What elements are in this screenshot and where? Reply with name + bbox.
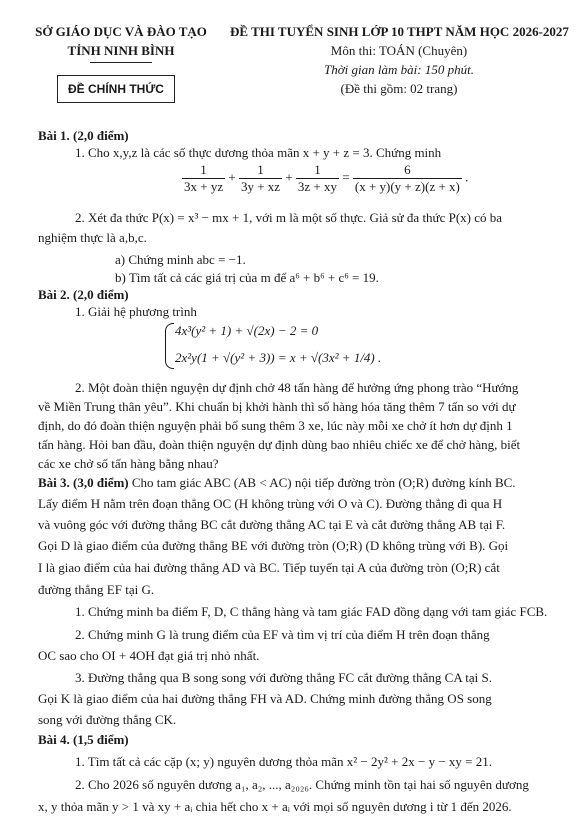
bai3-line: I là giao điểm của hai đường thẳng AD và BC. Tiếp tuyến tại A của đường tròn (O;R) cắt [38,560,500,575]
bai3-line: Gọi D là giao điểm của đường thẳng BE với đường tròn (O;R) (D không trùng với B). Gọi [38,538,509,553]
bai1-q2-line2: nghiệm thực là a,b,c. [38,230,147,245]
bai2-q2-line: 2. Một đoàn thiện nguyện dự định chở 48 tấn hàng để hưởng ứng phong trào “Hướng [75,380,519,395]
bai1-q1-formula: $\frac{1}{3x + yz}$ + $\frac{1}{3y + xz}$ + $\frac{1}{3z + xy}$ = $\frac{6}{(x + y)(y + z)(z + x)}$ . [184,162,469,194]
bai2-title: Bài 2. (2,0 điểm) [38,287,129,302]
header-divider [90,62,152,63]
department-name: SỞ GIÁO DỤC VÀ ĐÀO TẠO [35,24,207,39]
system-brace [165,323,174,369]
bai1-q2a: a) Chứng minh abc = −1. [115,252,246,267]
pages-line: (Đề thi gồm: 02 trang) [340,81,458,96]
bai4-title: Bài 4. (1,5 điểm) [38,732,129,747]
bai3-q2-line: OC sao cho OI + 4OH đạt giá trị nhỏ nhất. [38,648,260,663]
bai2-q1-text: 1. Giải hệ phương trình [75,304,197,319]
province-name: TỈNH NINH BÌNH [67,43,175,58]
fraction-3: $\frac{1}{3z + xy}$ [297,162,338,194]
bai4-q2-line: x, y thỏa mãn y > 1 và xy + aᵢ chia hết cho x + aᵢ với mọi số nguyên dương i từ 1 đến 2026. [38,799,512,814]
bai2-eq1: 4x³(y² + 1) + √(2x) − 2 = 0 [175,323,319,338]
bai2-eq2: 2x²y(1 + √(y² + 3)) = x + √(3x² + 1/4) . [175,350,382,365]
bai3-line: và vuông góc với đường thẳng BC cắt đường thẳng AC tại E và cắt đường thẳng AB tại F. [38,517,506,532]
bai3-title: Bài 3. (3,0 điểm) [38,475,129,490]
duration-line: Thời gian làm bài: 150 phút. [324,62,474,77]
bai2-q2-line: các xe chở số tấn hàng bằng nhau? [38,456,219,471]
bai3-line: Lấy điểm H nằm trên đoạn thẳng OC (H không trùng với O và C). Đường thẳng đi qua H [38,496,503,511]
fraction-2: $\frac{1}{3y + xz}$ [240,162,281,194]
fraction-rhs: $\frac{6}{(x + y)(y + z)(z + x)}$ [354,162,460,194]
exam-title: ĐỀ THI TUYỂN SINH LỚP 10 THPT NĂM HỌC 2026-2027 [230,24,569,39]
bai2-q2-line: định, do đó đoàn thiện nguyện phải bổ sung thêm 3 xe, lúc này mỗi xe chở ít hơn dự định 1 [38,418,513,433]
bai3-intro [38,475,516,491]
fraction-1: $\frac{1}{3x + yz}$ [184,162,224,194]
subject-line: Môn thi: TOÁN (Chuyên) [330,43,468,58]
bai1-q2-line1: 2. Xét đa thức P(x) = x³ − mx + 1, với m là một số thực. Giả sử đa thức P(x) có ba [75,210,503,225]
bai1-q2b: b) Tìm tất cả các giá trị của m để a⁶ + b⁶ + c⁶ = 19. [115,270,379,285]
bai3-line: đường thẳng EF tại G. [38,582,155,597]
bai3-line: Cho tam giác ABC (AB < AC) nội tiếp đường tròn (O;R) đường kính BC. [128,475,516,490]
bai3-q3-line: 3. Đường thẳng qua B song song với đường thẳng FC cắt đường thẳng CA tại S. [75,670,492,685]
bai1-title: Bài 1. (2,0 điểm) [38,128,129,143]
bai3-q2-line: 2. Chứng minh G là trung điểm của EF và tìm vị trí của điểm H trên đoạn thẳng [75,627,490,642]
bai3-q3-line: song với đường thẳng CK. [38,712,177,727]
bai3-q3-line: Gọi K là giao điểm của hai đường thẳng FH và AD. Chứng minh đường thẳng OS song [38,691,492,706]
bai1-q1-text: 1. Cho x,y,z là các số thực dương thỏa mãn x + y + z = 3. Chứng minh [75,145,442,160]
bai2-q2-line: tấn hàng. Hỏi ban đầu, đoàn thiện nguyện dự định dùng bao nhiêu chiếc xe để chở hàng, biết [38,437,521,452]
bai3-q1: 1. Chứng minh ba điểm F, D, C thẳng hàng và tam giác FAD đồng dạng với tam giác FCB. [75,604,548,619]
bai4-q1: 1. Tìm tất cả các cặp (x; y) nguyên dương thỏa mãn x² − 2y² + 2x − y − xy = 21. [75,754,492,769]
official-label-box: ĐỀ CHÍNH THỨC [57,75,175,103]
bai2-q2-line: về Miền Trung thân yêu”. Khi chuẩn bị khởi hành thì số hàng hóa tăng thêm 7 tấn so với dự [38,399,516,414]
bai4-q2-line: 2. Cho 2026 số nguyên dương a₁, a₂, ..., a₂₀₂₆. Chứng minh tồn tại hai số nguyên dương [75,777,529,792]
